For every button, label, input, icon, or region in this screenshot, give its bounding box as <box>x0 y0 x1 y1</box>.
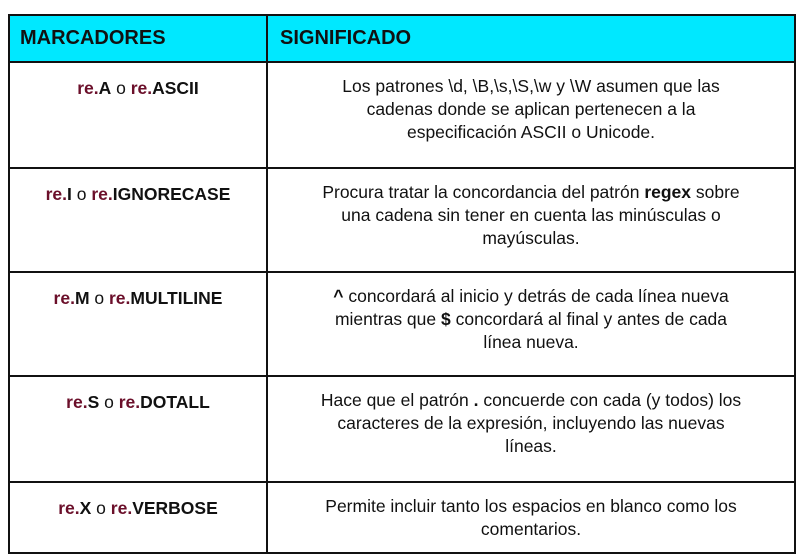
description-cell <box>267 482 795 553</box>
flag-or: o <box>89 288 109 308</box>
flag-prefix: re. <box>110 498 133 518</box>
description-text: sobre <box>691 182 740 202</box>
description-line <box>282 285 780 308</box>
description-line: línea nueva. <box>483 332 579 352</box>
header-significado: SIGNIFICADO <box>267 15 795 62</box>
description-line: comentarios. <box>480 519 582 539</box>
description-cell <box>267 272 795 376</box>
description-text: concordará al final y antes de cada <box>450 309 728 329</box>
flag-or: o <box>71 184 92 204</box>
flag-prefix: re. <box>58 498 80 518</box>
flag-prefix: re. <box>66 392 88 412</box>
table-row <box>9 376 795 482</box>
description-text: mientras que <box>334 309 441 329</box>
description-cell <box>267 62 795 168</box>
flag-prefix: re. <box>53 288 75 308</box>
description-line: mayúsculas. <box>482 228 580 248</box>
flag-cell <box>9 272 267 376</box>
description-line <box>282 389 780 412</box>
flag-cell <box>9 62 267 168</box>
flag-name: MULTILINE <box>130 288 223 308</box>
description-text: concuerde con cada (y todos) los <box>478 390 742 410</box>
flag-or: o <box>111 78 131 98</box>
flag-name: VERBOSE <box>132 498 218 518</box>
flag-or: o <box>99 392 119 412</box>
flag-name: DOTALL <box>140 392 210 412</box>
description-line <box>282 181 780 204</box>
flag-name: X <box>79 498 92 518</box>
header-row <box>9 15 795 62</box>
description-line: una cadena sin tener en cuenta las minúsculas o <box>341 205 721 225</box>
table-row <box>9 272 795 376</box>
description-line: caracteres de la expresión, incluyendo las nuevas <box>337 413 725 433</box>
description-keyword: regex <box>644 182 692 202</box>
description-text: Procura tratar la concordancia del patrón <box>322 182 645 202</box>
flag-prefix: re. <box>91 184 113 204</box>
description-line: especificación ASCII o Unicode. <box>406 122 656 142</box>
description-text: concordará al inicio y detrás de cada línea nueva <box>343 286 729 306</box>
description-cell <box>267 168 795 272</box>
flag-name: A <box>98 78 112 98</box>
description-line: Permite incluir tanto los espacios en blanco como los <box>325 496 737 516</box>
flag-or: o <box>91 498 111 518</box>
flag-name: ASCII <box>152 78 199 98</box>
flag-name: M <box>74 288 90 308</box>
flag-prefix: re. <box>109 288 131 308</box>
description-cell <box>267 376 795 482</box>
table-row <box>9 168 795 272</box>
description-symbol: ^ <box>333 286 344 306</box>
table-row <box>9 62 795 168</box>
description-symbol: . <box>473 390 479 410</box>
description-line: Los patrones \d, \B,\s,\S,\w y \W asumen que las <box>342 76 720 96</box>
header-marcadores: MARCADORES <box>9 15 267 62</box>
flag-cell <box>9 168 267 272</box>
flag-prefix: re. <box>118 392 141 412</box>
flags-table <box>8 14 796 554</box>
description-line: cadenas donde se aplican pertenecen a la <box>366 99 696 119</box>
description-symbol: $ <box>441 309 451 329</box>
flag-cell <box>9 376 267 482</box>
flag-prefix: re. <box>130 78 153 98</box>
flag-name: S <box>87 392 100 412</box>
flag-prefix: re. <box>45 184 67 204</box>
flag-cell <box>9 482 267 553</box>
flag-prefix: re. <box>77 78 99 98</box>
table-row <box>9 482 795 553</box>
description-line <box>282 308 780 331</box>
description-text: Hace que el patrón <box>320 390 474 410</box>
flag-name: IGNORECASE <box>112 184 231 204</box>
flag-name: I <box>67 184 72 204</box>
description-line: líneas. <box>505 436 557 456</box>
